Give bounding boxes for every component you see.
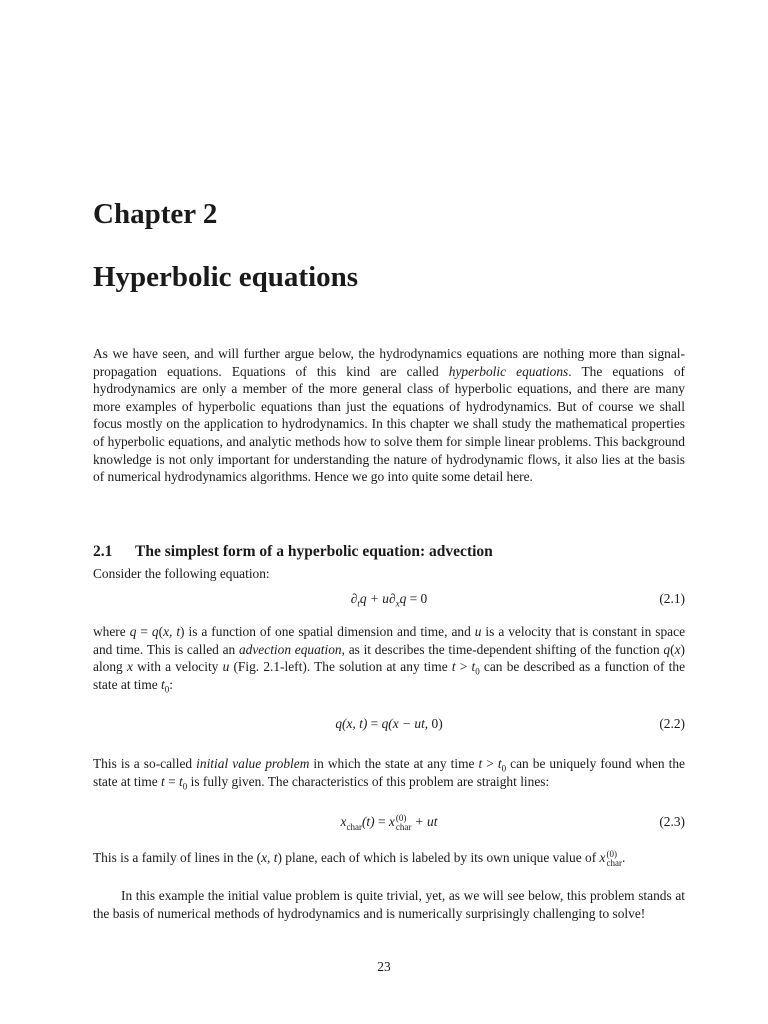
consider-text: Consider the following equation: — [93, 566, 270, 581]
section-heading — [93, 543, 493, 561]
term-hyperbolic-equations: hyperbolic equations — [448, 363, 569, 379]
advection-equation: $\partial_tq + u\partial_xq = 0$ — [350, 591, 428, 609]
intro-paragraph: As we have seen, and will further argue below, the hydrodynamics equations are nothing more than signal-propagation equations. Equations of this kind are called hyperbolic equations. The equations of hydrodynamics are only a member of the more general class of hyperbolic equations, and there are many more examples of hyperbolic equations than just the equations of hydrodynamics. But of course we shall focus mostly on the application to hydrodynamics. In this chapter we shall study the mathematical properties of hyperbolic equations, and analytic methods how to solve them for simple linear problems. This background knowledge is not only important for understanding the nature of hydrodynamic flows, it also lies at the basis of numerical hydrodynamics algorithms. Hence we go into quite some detail here. — [93, 346, 685, 485]
advection-solution: q(x, t) = q(x − ut, 0) — [335, 716, 443, 731]
closing-paragraph: In this example the initial value problem is quite trivial, yet, as we will see below, this problem stands at the basis of numerical methods of hydrodynamics and is numerically surprisingly challenging to solve! — [93, 888, 685, 921]
equation-2-3 — [93, 814, 685, 836]
chapter-label: Chapter 2 — [93, 198, 218, 230]
equation-number: (2.3) — [659, 814, 685, 829]
section-number: 2.1 — [93, 543, 113, 560]
chapter-title: Hyperbolic equations — [93, 261, 359, 293]
page-number: 23 — [377, 959, 391, 974]
equation-number: (2.1) — [659, 591, 685, 606]
family-paragraph: This is a family of lines in the (x, t) plane, each of which is labeled by its own unique value of x (0) char . — [93, 848, 626, 868]
equation-2-2 — [93, 716, 685, 738]
advection-paragraph: where q = q(x, t) is a function of one spatial dimension and time, and u is a velocity that is constant in space and time. This is called an advection equation, as it describes the time-dependent shifting of the function q(x) along x with a velocity u (Fig. 2.1-left). The solution at any time $t > t_0$ can be described as a function of the state at time $t_0$: — [93, 624, 686, 695]
equation-2-1 — [93, 591, 685, 613]
characteristics-equation: $x_{char}(t) = x$ (0) char + ut — [340, 813, 438, 832]
section-title: The simplest form of a hyperbolic equation: advection — [135, 543, 493, 560]
initial-value-paragraph: This is a so-called initial value problem in which the state at any time $t > t_0$ can be uniquely found when the state at time $t = t_0$ is fully given. The characteristics of this problem are straight lines: — [93, 756, 685, 792]
equation-number: (2.2) — [659, 716, 685, 731]
